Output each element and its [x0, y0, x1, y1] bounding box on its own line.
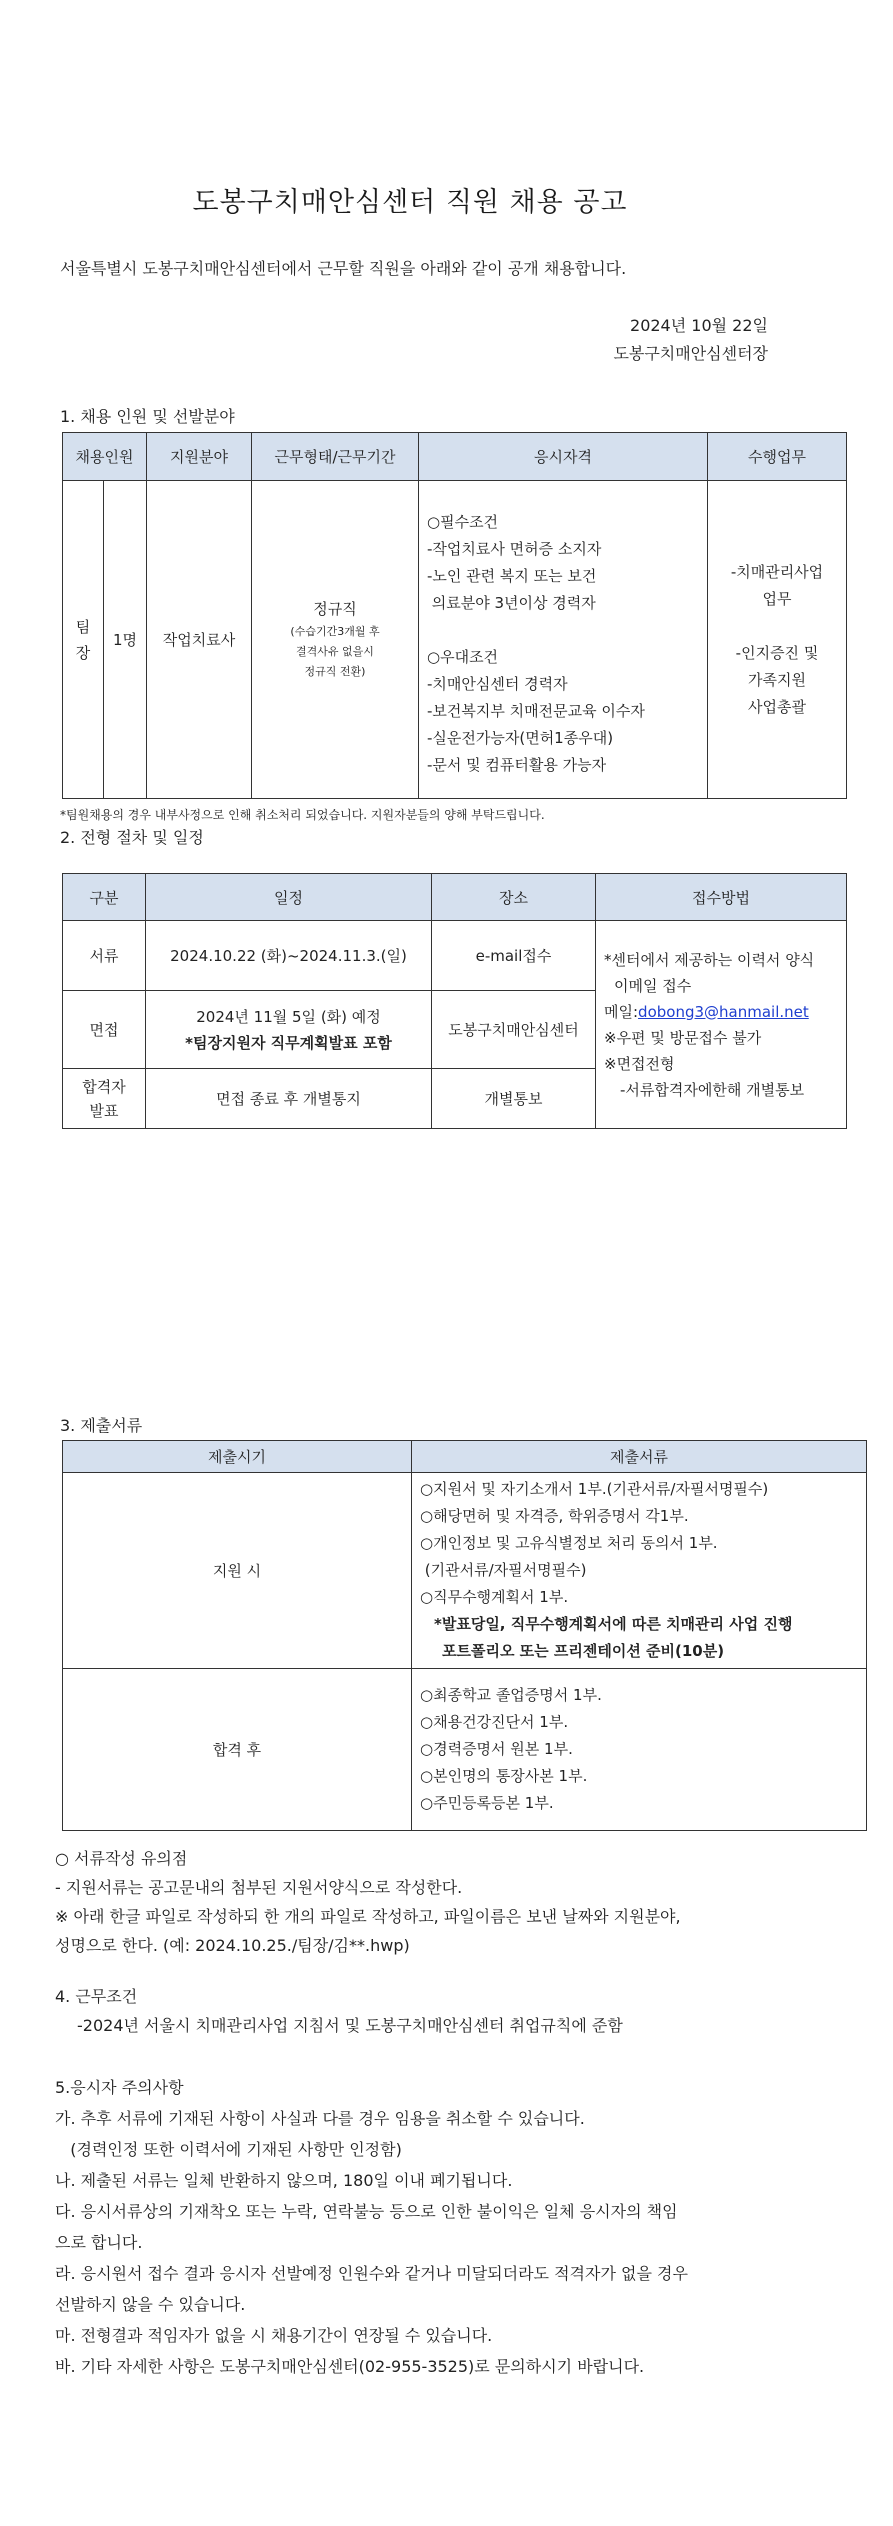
row-place: 개별통보	[432, 1069, 596, 1129]
doc-item: ○본인명의 통장사본 1부.	[420, 1767, 588, 1785]
cell-worktype	[252, 481, 419, 799]
schedule-table	[62, 873, 847, 1129]
schedule-bold: *팀장지원자 직무계획발표 포함	[185, 1033, 392, 1052]
th-method: 접수방법	[596, 874, 847, 921]
cancel-note: *팀원채용의 경우 내부사정으로 인해 취소처리 되었습니다. 지원자분들의 양해 부탁드립니다.	[60, 808, 545, 822]
th-duties: 수행업무	[708, 433, 847, 481]
method-line: ※우편 및 방문접수 불가	[604, 1028, 762, 1047]
worktype-main: 정규직	[313, 599, 357, 618]
page-title: 도봉구치매안심센터 직원 채용 공고	[192, 187, 628, 218]
doc-bold: *발표당일, 직무수행계획서에 따른 치매관리 사업 진행	[434, 1615, 793, 1633]
row-label: 서류	[63, 921, 146, 991]
row-schedule: 면접 종료 후 개별통지	[146, 1069, 432, 1129]
pref-item: -실운전가능자(면허1종우대)	[427, 729, 614, 747]
caution-item: (경력인정 또한 이력서에 기재된 사항만 인정함)	[55, 2140, 402, 2159]
cell-duties	[708, 481, 847, 799]
req-item: -노인 관련 복지 또는 보건	[427, 567, 597, 585]
pref-item: -보건복지부 치매전문교육 이수자	[427, 702, 645, 720]
cell-apply-docs	[412, 1473, 867, 1669]
th-headcount: 채용인원	[63, 433, 147, 481]
section4-line: -2024년 서울시 치매관리사업 지침서 및 도봉구치매안심센터 취업규칙에 준함	[77, 2016, 623, 2035]
method-line: 이메일 접수	[614, 976, 692, 995]
doc-item: ○최종학교 졸업증명서 1부.	[420, 1686, 602, 1704]
pref-heading: ○우대조건	[427, 648, 499, 666]
section5-block	[55, 2072, 688, 2382]
req-heading: ○필수조건	[427, 513, 499, 531]
cell-qualification	[419, 481, 708, 799]
th-category: 구분	[63, 874, 146, 921]
doc-item: ○경력증명서 원본 1부.	[420, 1740, 573, 1758]
doc-bold: 포트폴리오 또는 프리젠테이션 준비(10분)	[442, 1642, 725, 1660]
th-place: 장소	[432, 874, 596, 921]
caution-item: 선발하지 않을 수 있습니다.	[55, 2295, 246, 2314]
email-link[interactable]: dobong3@hanmail.net	[638, 1002, 809, 1021]
duty-1: -치매관리사업 업무	[730, 562, 824, 608]
schedule-text: 2024년 11월 5일 (화) 예정	[196, 1007, 381, 1026]
caution-item: 가. 추후 서류에 기재된 사항이 사실과 다를 경우 임용을 취소할 수 있습니다.	[55, 2109, 585, 2128]
caution-item: 바. 기타 자세한 사항은 도봉구치매안심센터(02-955-3525)로 문의하시기 바랍니다.	[55, 2357, 645, 2376]
method-line: -서류합격자에한해 개별통보	[620, 1080, 805, 1099]
section1-heading: 1. 채용 인원 및 선발분야	[60, 407, 235, 426]
cell-pass-label: 합격 후	[63, 1669, 412, 1831]
method-line: ※면접전형	[604, 1054, 675, 1073]
caution-item: 라. 응시원서 접수 결과 응시자 선발예정 인원수와 같거나 미달되더라도 적격자가 없을 경우	[55, 2264, 688, 2283]
doc-item: ○직무수행계획서 1부.	[420, 1588, 569, 1606]
caution-item: 마. 전형결과 적임자가 없을 시 채용기간이 연장될 수 있습니다.	[55, 2326, 493, 2345]
cell-field: 작업치료사	[147, 481, 252, 799]
documents-table	[62, 1440, 867, 1831]
notes-line: ※ 아래 한글 파일로 작성하되 한 개의 파일로 작성하고, 파일이름은 보낸 날짜와 지원분야,	[55, 1907, 681, 1926]
th-schedule: 일정	[146, 874, 432, 921]
req-item: -작업치료사 면허증 소지자	[427, 540, 602, 558]
row-place: 도봉구치매안심센터	[432, 991, 596, 1069]
notes-block	[55, 1844, 681, 1960]
section3-heading: 3. 제출서류	[60, 1416, 143, 1435]
th-worktype: 근무형태/근무기간	[252, 433, 419, 481]
req-item: 의료분야 3년이상 경력자	[427, 594, 596, 612]
cell-apply-label: 지원 시	[63, 1473, 412, 1669]
worktype-sub: (수습기간3개월 후 결격사유 없을시 정규직 전환)	[290, 624, 380, 678]
row-schedule	[146, 991, 432, 1069]
caution-item: 다. 응시서류상의 기재착오 또는 누락, 연락불능 등으로 인한 불이익은 일체 응시자의 책임	[55, 2202, 678, 2221]
cell-role: 팀 장	[63, 481, 104, 799]
cell-count: 1명	[104, 481, 147, 799]
section4-heading: 4. 근무조건	[55, 1987, 138, 2006]
recruitment-table	[62, 432, 847, 799]
th-qualification: 응시자격	[419, 433, 708, 481]
method-line: *센터에서 제공하는 이력서 양식	[604, 950, 815, 969]
caution-item: 나. 제출된 서류는 일체 반환하지 않으며, 180일 이내 폐기됩니다.	[55, 2171, 513, 2190]
row-schedule: 2024.10.22 (화)~2024.11.3.(일)	[146, 921, 432, 991]
doc-item: ○해당면허 및 자격증, 학위증명서 각1부.	[420, 1507, 689, 1525]
row-label: 면접	[63, 991, 146, 1069]
notes-line: 성명으로 한다. (예: 2024.10.25./팀장/김**.hwp)	[55, 1936, 410, 1955]
notes-heading: ○ 서류작성 유의점	[55, 1849, 188, 1868]
row-place: e-mail접수	[432, 921, 596, 991]
doc-item: ○채용건강진단서 1부.	[420, 1713, 569, 1731]
doc-item: (기관서류/자필서명필수)	[420, 1561, 587, 1579]
pref-item: -치매안심센터 경력자	[427, 675, 568, 693]
notice-date: 2024년 10월 22일	[630, 316, 768, 335]
doc-item: ○지원서 및 자기소개서 1부.(기관서류/자필서명필수)	[420, 1480, 769, 1498]
cell-pass-docs	[412, 1669, 867, 1831]
pref-item: -문서 및 컴퓨터활용 가능자	[427, 756, 607, 774]
duty-2: -인지증진 및 가족지원 사업총괄	[735, 643, 819, 716]
issuer: 도봉구치매안심센터장	[613, 344, 768, 363]
section2-heading: 2. 전형 절차 및 일정	[60, 828, 204, 847]
doc-item: ○주민등록등본 1부.	[420, 1794, 554, 1812]
method-mail	[604, 999, 846, 1025]
caution-item: 으로 합니다.	[55, 2233, 143, 2252]
th-timing: 제출시기	[63, 1441, 412, 1473]
cell-method	[596, 921, 847, 1129]
section5-heading: 5.응시자 주의사항	[55, 2078, 184, 2097]
mail-label: 메일:	[604, 1002, 639, 1021]
doc-item: ○개인정보 및 고유식별정보 처리 동의서 1부.	[420, 1534, 718, 1552]
intro-text: 서울특별시 도봉구치매안심센터에서 근무할 직원을 아래와 같이 공개 채용합니다.	[60, 259, 627, 278]
th-field: 지원분야	[147, 433, 252, 481]
notes-line: - 지원서류는 공고문내의 첨부된 지원서양식으로 작성한다.	[55, 1878, 463, 1897]
row-label: 합격자 발표	[63, 1069, 146, 1129]
th-documents: 제출서류	[412, 1441, 867, 1473]
section4-block	[55, 1982, 623, 2040]
